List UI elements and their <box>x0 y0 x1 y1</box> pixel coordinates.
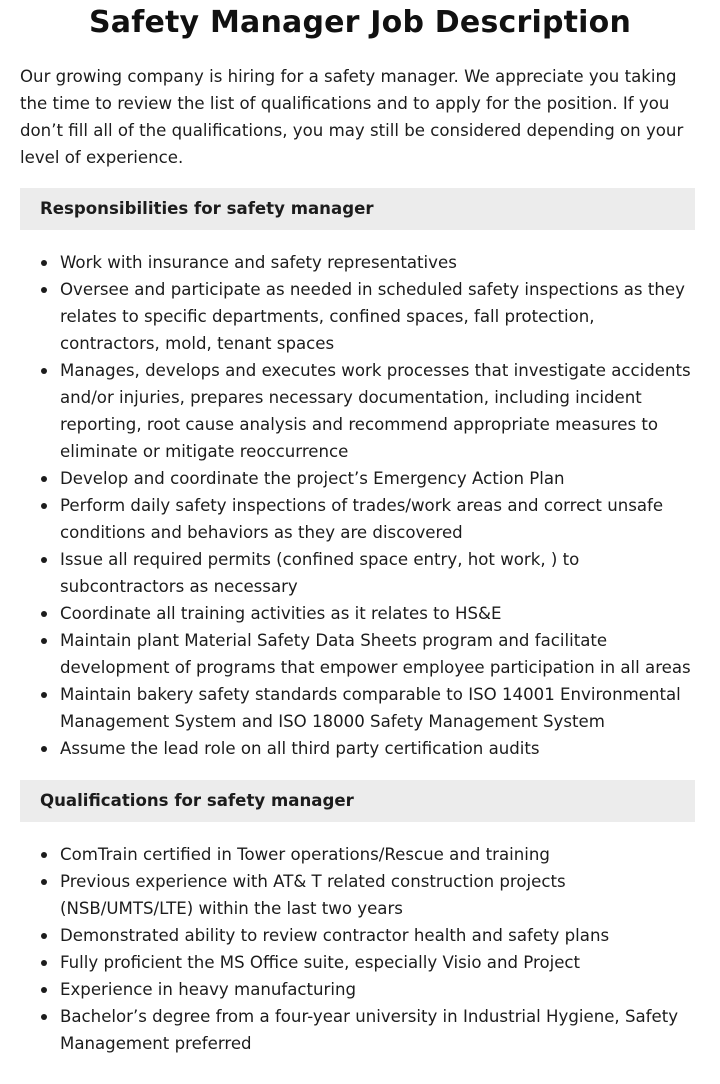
list-item-text: Maintain bakery safety standards comparable to ISO 14001 Environmental Management System and ISO 18000 Safety Management System <box>60 685 681 731</box>
bullet-icon <box>41 476 47 482</box>
list-item-text: Manages, develops and executes work processes that investigate accidents and/or injuries, prepares necessary documentation, including incident reporting, root cause analysis and recommend appropriate measures to eliminate or mitigate reoccurrence <box>60 361 691 461</box>
list-item <box>20 492 695 546</box>
page-title: Safety Manager Job Description <box>88 5 632 40</box>
list-item <box>20 868 695 922</box>
list-item <box>20 681 695 735</box>
list-item-text: Previous experience with AT& T related construction projects (NSB/UMTS/LTE) within the last two years <box>60 872 566 918</box>
list-item-text: Perform daily safety inspections of trades/work areas and correct unsafe conditions and behaviors as they are discovered <box>60 496 664 542</box>
list-item <box>20 922 695 949</box>
qualifications-list <box>20 841 695 1057</box>
list-item-text: Demonstrated ability to review contractor health and safety plans <box>60 926 610 945</box>
qualifications-heading: Qualifications for safety manager <box>20 780 695 822</box>
list-item-text: Coordinate all training activities as it relates to HS&E <box>60 604 502 623</box>
list-item <box>20 357 695 465</box>
list-item <box>20 841 695 868</box>
bullet-icon <box>41 368 47 374</box>
bullet-icon <box>41 557 47 563</box>
list-item-text: Develop and coordinate the project’s Emergency Action Plan <box>60 469 565 488</box>
intro-paragraph: Our growing company is hiring for a safety manager. We appreciate you taking the time to review the list of qualifications and to apply for the position. If you don’t fill all of the qualifications, you may still be considered depending on your level of experience. <box>20 67 684 167</box>
bullet-icon <box>41 503 47 509</box>
list-item-text: Work with insurance and safety representatives <box>60 253 457 272</box>
bullet-icon <box>41 1014 47 1020</box>
bullet-icon <box>41 638 47 644</box>
bullet-icon <box>41 287 47 293</box>
list-item <box>20 735 695 762</box>
list-item-text: Bachelor’s degree from a four-year university in Industrial Hygiene, Safety Management preferred <box>60 1007 679 1053</box>
list-item <box>20 249 695 276</box>
bullet-icon <box>41 987 47 993</box>
list-item <box>20 949 695 976</box>
responsibilities-list <box>20 249 695 762</box>
list-item <box>20 976 695 1003</box>
bullet-icon <box>41 879 47 885</box>
list-item-text: Experience in heavy manufacturing <box>60 980 357 999</box>
list-item-text: Maintain plant Material Safety Data Sheets program and facilitate development of programs that empower employee participation in all areas <box>60 631 691 677</box>
bullet-icon <box>41 852 47 858</box>
list-item <box>20 600 695 627</box>
bullet-icon <box>41 692 47 698</box>
list-item-text: ComTrain certified in Tower operations/Rescue and training <box>60 845 550 864</box>
bullet-icon <box>41 933 47 939</box>
list-item <box>20 1003 695 1057</box>
list-item-text: Assume the lead role on all third party certification audits <box>60 739 540 758</box>
list-item <box>20 546 695 600</box>
responsibilities-heading: Responsibilities for safety manager <box>20 188 695 230</box>
list-item <box>20 276 695 357</box>
list-item <box>20 465 695 492</box>
bullet-icon <box>41 260 47 266</box>
list-item-text: Fully proficient the MS Office suite, especially Visio and Project <box>60 953 581 972</box>
list-item-text: Oversee and participate as needed in scheduled safety inspections as they relates to specific departments, confined spaces, fall protection, contractors, mold, tenant spaces <box>60 280 685 353</box>
bullet-icon <box>41 960 47 966</box>
bullet-icon <box>41 611 47 617</box>
bullet-icon <box>41 746 47 752</box>
list-item-text: Issue all required permits (confined space entry, hot work, ) to subcontractors as necessary <box>60 550 580 596</box>
list-item <box>20 627 695 681</box>
